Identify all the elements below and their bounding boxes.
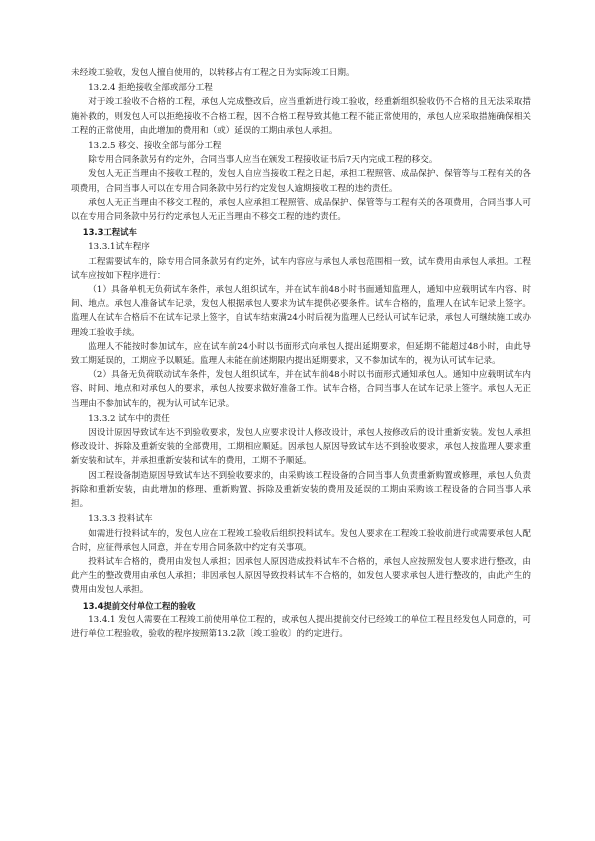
paragraph-p13: 13.4.1 发包人需要在工程竣工前使用单位工程的，或承包人提出提前交付已经竣工的单位工程且经发包人同意的，可进行单位工程验收，验收的程序按照第13.2款〔竣工验收〕的约定进行。 bbox=[71, 614, 531, 639]
heading-13-3-2: 13.3.2 试车中的责任 bbox=[88, 413, 170, 424]
paragraph-p7: 监理人不能按时参加试车，应在试车前24小时以书面形式向承包人提出延期要求，但延期不能超过48小时，由此导致工期延误的，工期应予以顺延。监理人未能在前述期限内提出延期要求，又不参加试车的，视为认可试车记录。 bbox=[71, 341, 531, 367]
paragraph-p9: 因设计原因导致试车达不到验收要求，发包人应要求设计人修改设计，承包人按修改后的设计重新安装。发包人承担修改设计、拆除及重新安装的全部费用，工期相应顺延。因承包人原因导致试车达不到验收要求，承包人按监理人要求重新安装和试车，并承担重新安装和试车的费用，工期不予顺延。 bbox=[71, 428, 531, 467]
paragraph-p12: 投料试车合格的，费用由发包人承担；因承包人原因造成投料试车不合格的，承包人应按照发包人要求进行整改，由此产生的整改费用由承包人承担；非因承包人原因导致投料试车不合格的，如发包人要求承包人进行整改的，由此产生的费用由发包人承担。 bbox=[71, 556, 531, 596]
heading-13-3-3: 13.3.3 投料试车 bbox=[88, 514, 153, 525]
paragraph-p11: 如需进行投料试车的，发包人应在工程竣工验收后组织投料试车。发包人要求在工程竣工验收前进行或需要承包人配合时，应征得承包人同意，并在专用合同条款中约定有关事项。 bbox=[71, 528, 531, 553]
heading-13-3-1: 13.3.1试车程序 bbox=[88, 242, 150, 253]
paragraph-p6: （1）具备单机无负荷试车条件，承包人组织试车，并在试车前48小时书面通知监理人，通知中应载明试车内容、时间、地点。承包人准备试车记录，发包人根据承包人要求为试车提供必要条件。试车合格的，监理人在试车记录上签字。监理人在试车合格后不在试车记录上签字，自试车结束满24小时后视为监理人已经认可试车记录，承包人可继续施工或办理竣工验收手续。 bbox=[71, 285, 531, 338]
paragraph-p10: 因工程设备制造原因导致试车达不到验收要求的，由采购该工程设备的合同当事人负责重新购置或修理，承包人负责拆除和重新安装，由此增加的修理、重新购置、拆除及重新安装的费用及延误的工期由采购该工程设备的合同当事人承担。 bbox=[71, 470, 531, 510]
paragraph-p8: （2）具备无负荷联动试车条件，发包人组织试车，并在试车前48小时以书面形式通知承包人。通知中应载明试车内容、时间、地点和对承包人的要求，承包人按要求做好准备工作。试车合格，合同当事人在试车记录上签字。承包人无正当理由不参加试车的，视为认可试车记录。 bbox=[71, 370, 531, 409]
heading-13-3: 13.3工程试车 bbox=[82, 227, 137, 238]
paragraph-p5: 工程需要试车的，除专用合同条款另有约定外，试车内容应与承包人承包范围相一致，试车费用由承包人承担。工程试车应按如下程序进行： bbox=[71, 256, 531, 281]
heading-13-2-5: 13.2.5 移交、接收全部与部分工程 bbox=[88, 141, 222, 152]
paragraph-p1: 对于竣工验收不合格的工程，承包人完成整改后，应当重新进行竣工验收，经重新组织验收仍不合格的且无法采取措施补救的，则发包人可以拒绝接收不合格工程，因不合格工程导致其他工程不能正常使用的，承包人应采取措施确保相关工程的正常使用，由此增加的费用和（或）延误的工期由承包人承担。 bbox=[71, 97, 531, 136]
paragraph-p2: 除专用合同条款另有约定外，合同当事人应当在颁发工程接收证书后7天内完成工程的移交。 bbox=[88, 155, 438, 166]
paragraph-p3: 发包人无正当理由不接收工程的，发包人自应当接收工程之日起，承担工程照管、成品保护、保管等与工程有关的各项费用，合同当事人可以在专用合同条款中另行约定发包人逾期接收工程的违约责任。 bbox=[71, 169, 531, 194]
heading-13-2-4: 13.2.4 拒绝接收全部或部分工程 bbox=[88, 83, 213, 94]
document-page bbox=[71, 66, 531, 641]
paragraph-p0: 未经竣工验收，发包人擅自使用的，以转移占有工程之日为实际竣工日期。 bbox=[71, 68, 355, 78]
heading-13-4: 13.4提前交付单位工程的验收 bbox=[82, 600, 196, 611]
paragraph-p4: 承包人无正当理由不移交工程的，承包人应承担工程照管、成品保护、保管等与工程有关的各项费用，合同当事人可以在专用合同条款中另行约定承包人无正当理由不移交工程的违约责任。 bbox=[71, 197, 531, 223]
